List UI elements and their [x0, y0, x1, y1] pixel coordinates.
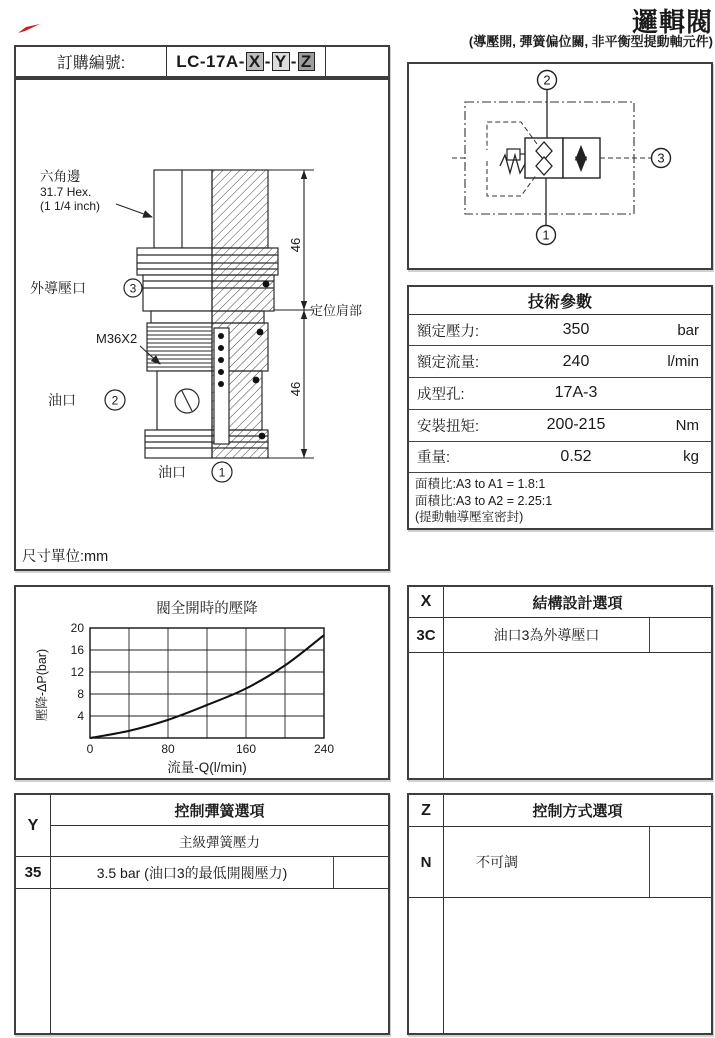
table-row	[409, 378, 711, 410]
order-number-bar	[14, 45, 390, 78]
svg-text:0: 0	[86, 742, 94, 756]
option-code: N	[409, 827, 444, 897]
shoulder-label: 定位肩部	[310, 303, 363, 318]
pilot-port-label: 外導壓口	[30, 280, 86, 296]
order-code-y: Y	[272, 52, 290, 71]
empty-key-cell	[409, 653, 444, 778]
tech-value: 240	[562, 352, 590, 370]
tech-unit: l/min	[667, 353, 699, 371]
tech-value: 0.52	[560, 447, 592, 465]
dim-46-bottom: 46	[288, 381, 303, 397]
option-desc: 油口3為外導壓口	[493, 627, 600, 643]
valve-cross-section-drawing	[16, 80, 388, 569]
chart-tick-labels	[71, 621, 335, 756]
table-row	[16, 857, 388, 889]
order-code	[167, 47, 326, 76]
order-sep2: -	[290, 51, 297, 71]
schematic-box	[407, 62, 713, 270]
options-x-title: 結構設計選項	[532, 594, 623, 612]
port2-num: 2	[111, 393, 119, 408]
hex-size-label: 31.7 Hex.	[40, 185, 92, 199]
table-row	[409, 315, 711, 347]
empty-key-cell	[16, 889, 51, 1033]
port2-label: 油口	[48, 392, 76, 408]
thread-label: M36X2	[96, 331, 138, 346]
tech-label: 重量:	[417, 450, 451, 467]
tech-label: 安裝扭矩:	[417, 418, 480, 435]
order-code-x: X	[246, 52, 264, 71]
svg-text:12: 12	[70, 665, 84, 679]
chart-ylabel: 壓降-ΔP(bar)	[35, 648, 49, 722]
svg-text:80: 80	[161, 742, 175, 756]
empty-key-cell	[409, 898, 444, 1033]
hex-leader-arrow	[116, 204, 152, 217]
options-y-subtitle: 主級彈簧壓力	[179, 835, 260, 850]
schematic-port3-num: 3	[657, 150, 665, 166]
svg-text:240: 240	[313, 742, 335, 756]
option-tail-cell	[649, 827, 711, 897]
schematic-port1-num: 1	[542, 227, 550, 243]
tech-unit: Nm	[675, 416, 699, 434]
tech-note-line: (提動軸導壓室密封)	[415, 509, 524, 524]
port1-num: 1	[218, 465, 226, 480]
order-sep1: -	[264, 51, 271, 71]
page-subtitle: (導壓開, 彈簧偏位關, 非平衡型提動軸元件)	[468, 34, 713, 49]
table-row	[409, 442, 711, 474]
chart-xlabel: 流量-Q(l/min)	[167, 760, 247, 775]
tech-title: 技術參數	[409, 287, 711, 315]
schematic-port2-num: 2	[543, 72, 551, 88]
option-code: 35	[16, 857, 51, 888]
option-desc: 不可調	[476, 854, 518, 870]
page-title: 邏輯閥	[631, 7, 713, 37]
pressure-drop-chart-box	[14, 585, 390, 780]
tech-notes	[409, 473, 711, 528]
option-tail-cell	[333, 857, 388, 888]
option-code: 3C	[409, 618, 444, 652]
hex-label: 六角邊	[40, 169, 81, 184]
options-z-table	[407, 793, 713, 1035]
table-row	[409, 346, 711, 378]
options-x-table	[407, 585, 713, 780]
tech-label: 額定壓力:	[417, 323, 480, 340]
options-y-table	[14, 793, 390, 1035]
tech-value: 350	[562, 321, 590, 339]
units-label: 尺寸單位:mm	[22, 549, 109, 565]
svg-text:20: 20	[70, 621, 84, 635]
pilot-port-num: 3	[129, 281, 137, 296]
pressure-drop-chart	[16, 587, 388, 778]
valve-drawing-box	[14, 78, 390, 571]
table-row	[409, 618, 711, 653]
hex-inch-label: (1 1/4 inch)	[40, 199, 101, 213]
tech-unit: bar	[677, 321, 699, 339]
options-z-title: 控制方式選項	[532, 803, 623, 820]
svg-text:160: 160	[235, 742, 257, 756]
table-row	[409, 410, 711, 442]
chart-title: 閥全開時的壓降	[156, 601, 258, 617]
svg-text:16: 16	[70, 643, 84, 657]
options-z-key: Z	[409, 795, 444, 826]
dim-46-top: 46	[288, 237, 303, 253]
options-x-key: X	[409, 587, 444, 617]
tech-unit: kg	[683, 448, 699, 466]
option-desc: 3.5 bar (油口3的最低開閥壓力)	[96, 864, 288, 881]
tech-params-table	[407, 285, 713, 530]
tech-note-line: 面積比:A3 to A1 = 1.8:1	[415, 477, 546, 492]
order-empty-cell	[326, 47, 388, 76]
port1-label: 油口	[158, 464, 186, 480]
svg-text:4: 4	[77, 709, 84, 723]
order-code-z: Z	[298, 52, 315, 71]
tech-value: 200-215	[546, 416, 606, 434]
tech-value: 17A-3	[554, 384, 598, 402]
empty-row	[409, 653, 711, 778]
order-label: 訂購編號:	[16, 47, 167, 76]
tech-label: 額定流量:	[417, 355, 480, 372]
table-row	[409, 827, 711, 898]
empty-row	[16, 889, 388, 1033]
svg-text:8: 8	[77, 687, 84, 701]
empty-row	[409, 898, 711, 1033]
tech-note-line: 面積比:A3 to A2 = 2.25:1	[415, 493, 553, 508]
options-y-title: 控制彈簧選項	[51, 795, 388, 826]
option-tail-cell	[649, 618, 711, 652]
chart-gridlines	[90, 628, 324, 738]
order-code-prefix: LC-17A-	[176, 51, 245, 71]
options-y-key: Y	[16, 795, 51, 856]
hydraulic-symbol	[409, 64, 711, 268]
tech-label: 成型孔:	[417, 386, 465, 403]
